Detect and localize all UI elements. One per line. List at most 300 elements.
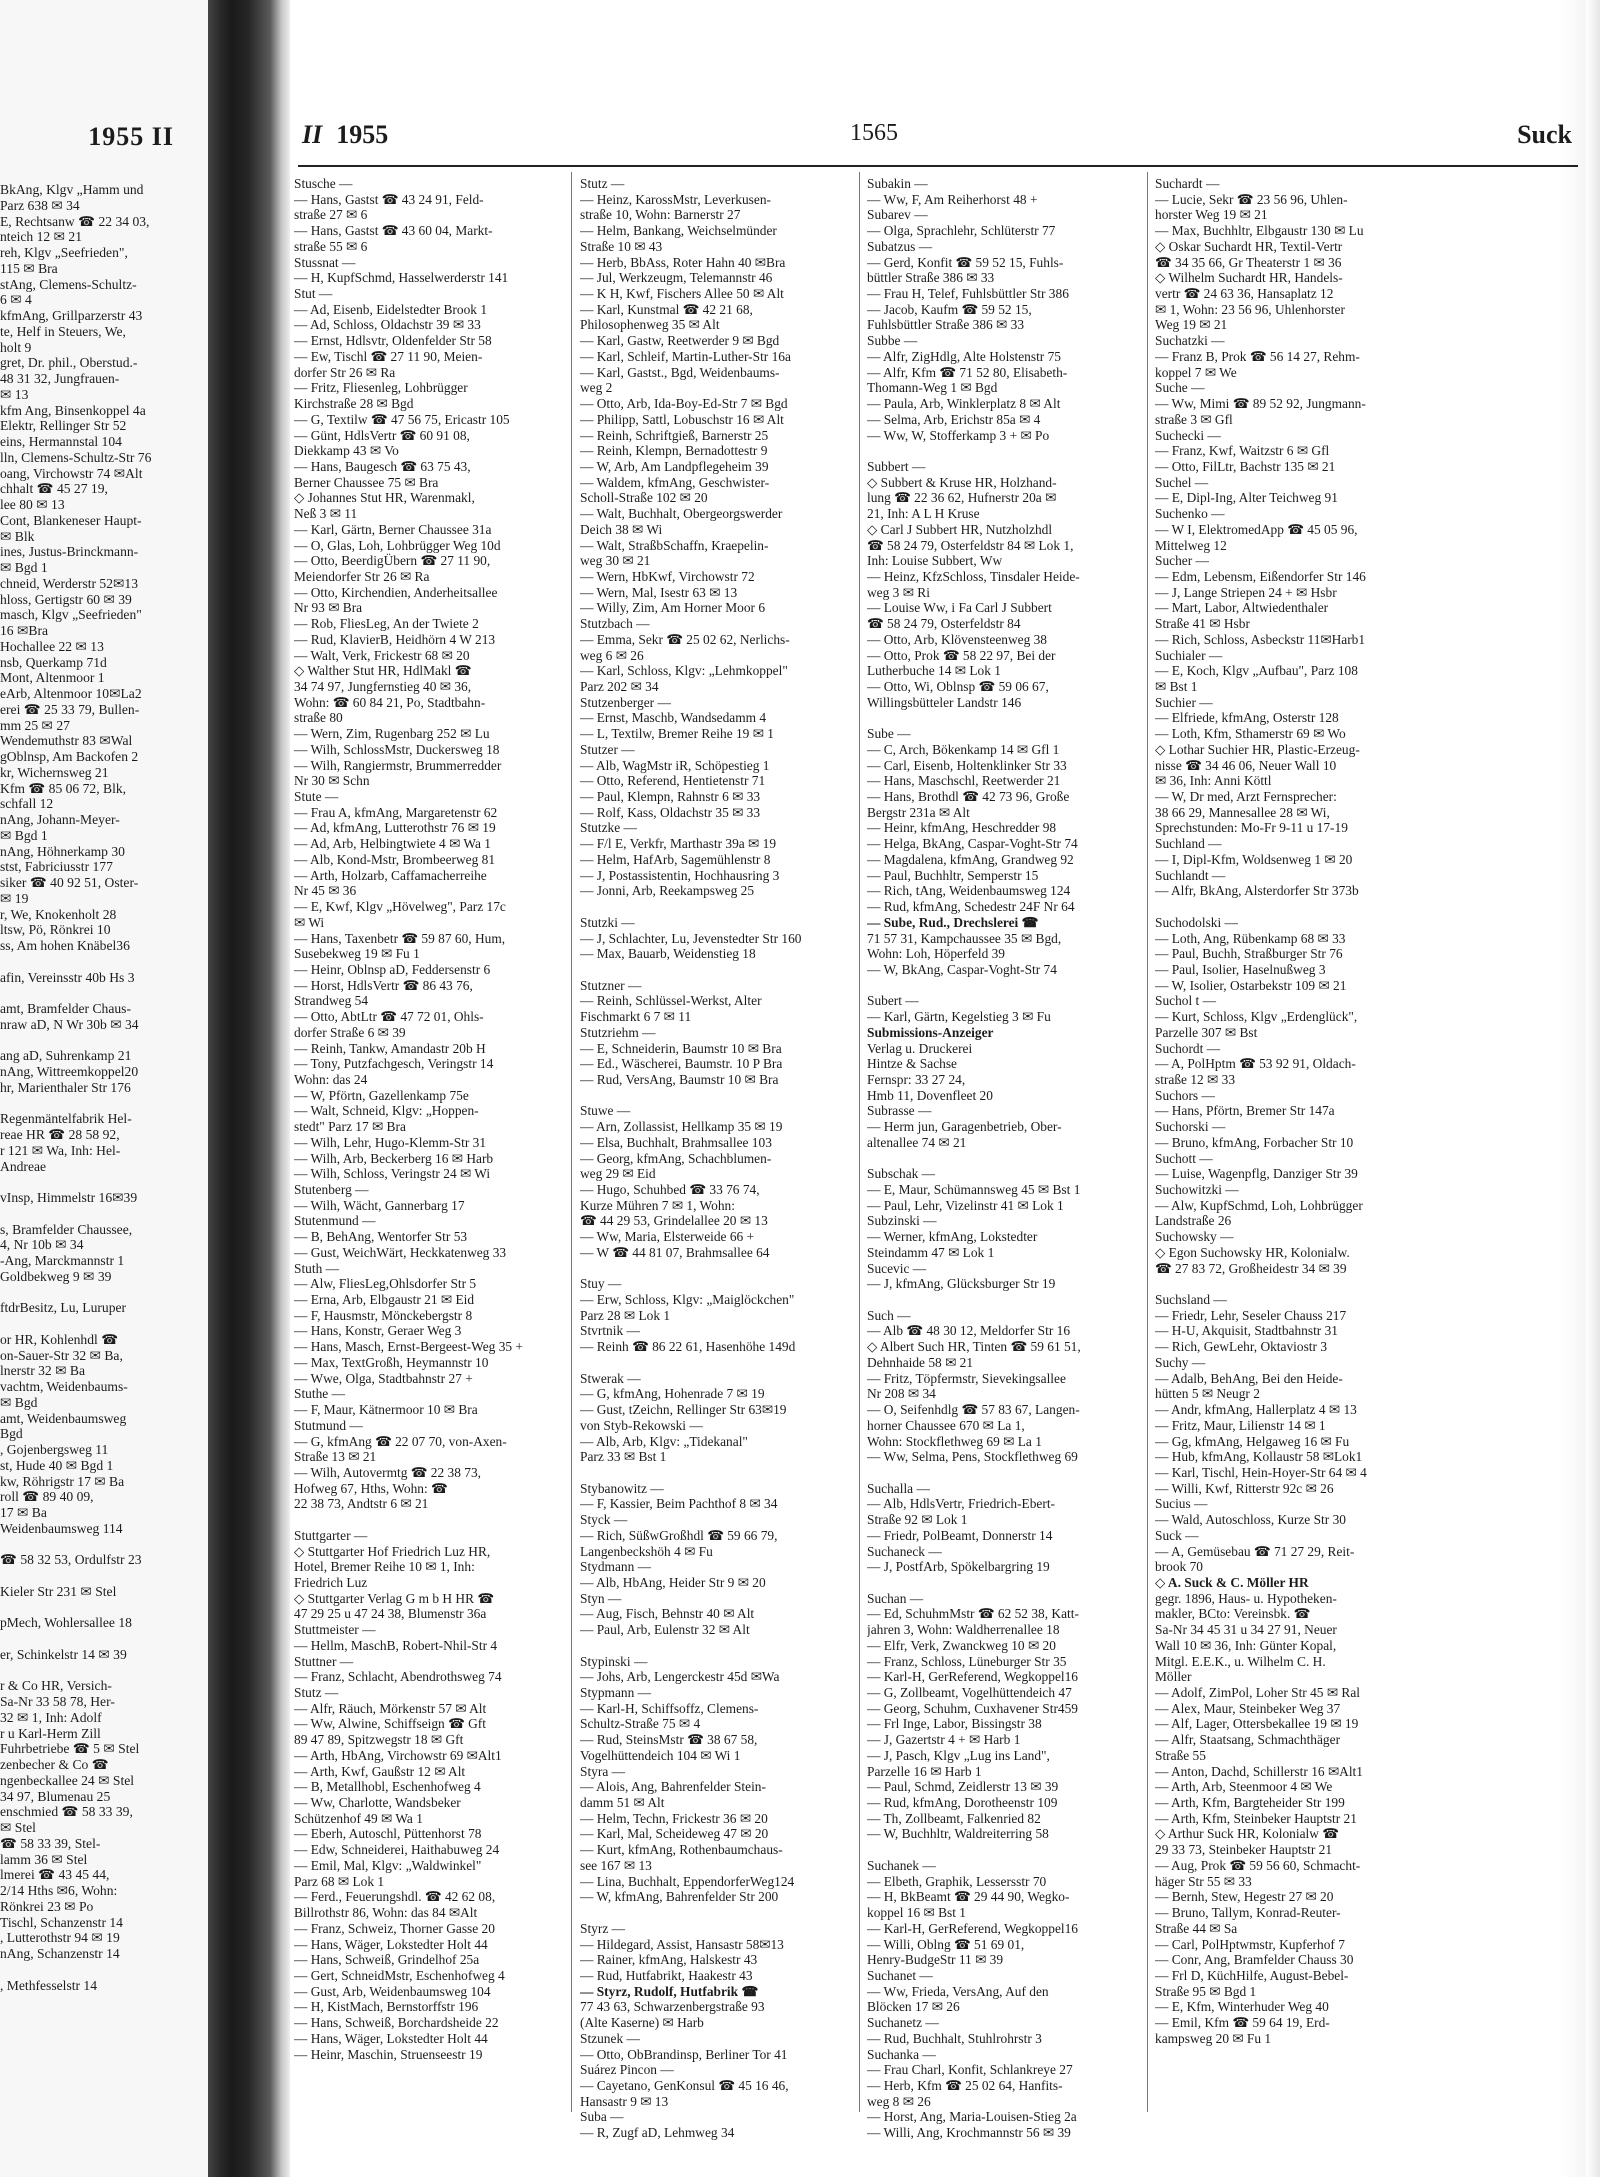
directory-entry-line: — Wilh, Arb, Beckerberg 16 ✉ Harb [294, 1150, 494, 1166]
directory-entry-line [0, 1631, 200, 1647]
directory-entry-line: — Wilh, Lehr, Hugo-Klemm-Str 31 [294, 1134, 487, 1150]
directory-column-1 [294, 176, 594, 2062]
directory-entry-line: Suchanek — [867, 1857, 936, 1873]
directory-entry-line: ✉ Stel [0, 1820, 36, 1835]
directory-entry-line: — Karl, Tischl, Hein-Hoyer-Str 64 ✉ 4 [1155, 1464, 1367, 1480]
directory-entry-line: — Reinh ☎ 86 22 61, Hasenhöhe 149d [580, 1339, 796, 1355]
right-page [290, 0, 1600, 2177]
directory-entry-line: — Hans, Wäger, Lokstedter Holt 44 [294, 1936, 488, 1952]
directory-entry-line: Suba — [580, 2109, 624, 2125]
directory-entry-line: — O, Glas, Loh, Lohbrügger Weg 10d [294, 537, 501, 553]
directory-entry-line: nAng, Wittreemkoppel20 [0, 1064, 139, 1079]
directory-entry-line: — H-U, Akquisit, Stadtbahnstr 31 [1155, 1323, 1339, 1339]
directory-entry-line: — Alb, HdlsVertr, Friedrich-Ebert- [867, 1496, 1056, 1512]
directory-entry-line: Elektr, Rellinger Str 52 [0, 418, 127, 434]
directory-entry-line: — Hildegard, Assist, Hansastr 58✉13 [580, 1936, 784, 1952]
directory-entry-line: — Tony, Putzfachgesch, Veringstr 14 [294, 1056, 494, 1072]
directory-entry-line: — Emil, Kfm ☎ 59 64 19, Erd- [1155, 2015, 1330, 2031]
directory-entry-line: — C, Arch, Bökenkamp 14 ✉ Gfl 1 [867, 741, 1060, 757]
directory-entry-line: — L, Textilw, Bremer Reihe 19 ✉ 1 [580, 726, 774, 742]
directory-entry-line: — Helm, Techn, Frickestr 36 ✉ 20 [580, 1810, 768, 1826]
directory-entry-line: Sucher — [1155, 553, 1209, 569]
directory-column-4 [1155, 176, 1575, 2047]
directory-entry-line: nraw aD, N Wr 30b ✉ 34 [0, 1016, 139, 1032]
directory-entry-line: Thomann-Weg 1 ✉ Bgd [867, 380, 998, 396]
directory-entry-line: — Karl, Gastst., Bgd, Weidenbaums- [580, 364, 780, 380]
directory-entry-line: Wohn: Stockflethweg 69 ✉ La 1 [867, 1433, 1042, 1449]
directory-entry-line: Rönkrei 23 ✉ Po [0, 1898, 94, 1914]
directory-entry-line: Stuttgarter — [294, 1527, 368, 1543]
directory-entry-line: — Karl, Schloss, Klgv: „Lehmkoppel" [580, 663, 788, 679]
directory-entry-line: weg 2 [580, 380, 613, 396]
directory-entry-line: ☎ 34 35 66, Gr Theaterstr 1 ✉ 36 [1155, 254, 1342, 270]
directory-entry-line: — W, Dr med, Arzt Fernsprecher: [1155, 789, 1337, 805]
directory-entry-line: hütten 5 ✉ Neugr 2 [1155, 1386, 1260, 1402]
directory-entry-line: -Ang, Marckmannstr 1 [0, 1253, 125, 1268]
directory-entry-line [867, 1151, 1167, 1167]
directory-entry-line: dorfer Straße 6 ✉ 39 [294, 1024, 406, 1040]
directory-entry-line: Straße 95 ✉ Bgd 1 [1155, 1983, 1257, 1999]
directory-entry-line: — Ew, Tischl ☎ 27 11 90, Meien- [294, 348, 483, 364]
directory-entry-line: Tischl, Schanzenstr 14 [0, 1914, 123, 1930]
directory-entry-line [580, 1905, 880, 1921]
directory-entry-line: 16 ✉Bra [0, 623, 49, 638]
directory-entry-line: koppel 16 ✉ Bst 1 [867, 1905, 967, 1921]
directory-entry-line: — Franz, Schlacht, Abendrothsweg 74 [294, 1669, 502, 1685]
directory-entry-line: Parz 202 ✉ 34 [580, 679, 659, 694]
directory-entry-line: — Ernst, Hdlsvtr, Oldenfelder Str 58 [294, 333, 492, 349]
directory-entry-line: — Rud, kfmAng, Dorotheenstr 109 [867, 1795, 1058, 1811]
directory-entry-line: — W, BkAng, Caspar-Voght-Str 74 [867, 961, 1057, 977]
directory-entry-line: Hintze & Sachse [867, 1056, 957, 1072]
directory-entry-line: Nr 30 ✉ Schn [294, 773, 370, 789]
directory-entry-line: Wendemuthstr 83 ✉Wal [0, 733, 133, 749]
directory-entry-line: lnerstr 32 ✉ Ba [0, 1363, 86, 1379]
directory-entry-line: Deich 38 ✉ Wi [580, 521, 663, 537]
directory-entry-line: Fuhlsbüttler Straße 386 ✉ 33 [867, 317, 1025, 333]
directory-entry-line: — Otto, Prok ☎ 58 22 97, Bei der [867, 647, 1056, 663]
directory-entry-line: — Franz, Schloss, Lüneburger Str 35 [867, 1653, 1067, 1669]
directory-entry-line: damm 51 ✉ Alt [580, 1795, 665, 1811]
directory-entry-line: — Magdalena, kfmAng, Grandweg 92 [867, 851, 1074, 867]
directory-entry-line: — Rud, KlavierB, Heidhörn 4 W 213 [294, 631, 496, 647]
directory-entry-line: — Otto, Arb, Ida-Boy-Ed-Str 7 ✉ Bgd [580, 396, 788, 412]
directory-entry-line: Straße 55 [1155, 1747, 1206, 1763]
directory-entry-line: — Carl, PolHptwmstr, Kupferhof 7 [1155, 1936, 1345, 1952]
directory-entry-line: ◇ Walther Stut HR, HdlMakl ☎ [294, 663, 472, 679]
directory-entry-line: kr, Wichernsweg 21 [0, 764, 109, 780]
directory-entry-line: Stutz — [580, 176, 625, 191]
directory-entry-line: brook 70 [1155, 1559, 1203, 1575]
directory-entry-line: — Elsa, Buchhalt, Brahmsallee 103 [580, 1134, 772, 1150]
directory-entry-line: Sa-Nr 34 45 31 u 34 27 91, Neuer [1155, 1622, 1337, 1638]
directory-entry-line: nAng, Höhnerkamp 30 [0, 843, 125, 859]
directory-entry-line: schfall 12 [0, 796, 54, 812]
directory-entry-line: — A, PolHptm ☎ 53 92 91, Oldach- [1155, 1056, 1356, 1072]
directory-entry-line [0, 1285, 200, 1301]
directory-entry-line: — Wwe, Olga, Stadtbahnstr 27 + [294, 1370, 473, 1386]
directory-entry-line: — Alex, Maur, Steinbeker Weg 37 [1155, 1700, 1341, 1716]
directory-entry-line: Nr 208 ✉ 34 [867, 1386, 936, 1402]
directory-entry-line: weg 3 ✉ Ri [867, 584, 930, 600]
directory-entry-line: — Reinh, Klempn, Bernadottestr 9 [580, 443, 768, 459]
directory-entry-line: — Jonni, Arb, Reekampsweg 25 [580, 883, 755, 899]
directory-entry-line: r, We, Knokenholt 28 [0, 906, 117, 922]
directory-entry-line: 77 43 63, Schwarzenbergstraße 93 [580, 1999, 765, 2015]
directory-entry-line: — Loth, Kfm, Sthamerstr 69 ✉ Wo [1155, 726, 1346, 742]
directory-entry-line: Cont, Blankeneser Haupt- [0, 512, 142, 528]
directory-entry-line: Stypmann — [580, 1685, 652, 1700]
directory-entry-line [0, 1537, 200, 1553]
directory-entry-line: eins, Hermannstal 104 [0, 434, 122, 449]
directory-entry-line: — Gust, Arb, Weidenbaumsweg 104 [294, 1983, 491, 1999]
directory-entry-line: — Ww, Selma, Pens, Stockflethweg 69 [867, 1449, 1078, 1465]
directory-entry-line: — Ww, F, Am Reiherhorst 48 + [867, 191, 1038, 207]
directory-entry-line: — Walt, Buchhalt, Obergeorgswerder [580, 506, 783, 522]
directory-entry-line: Goldbekweg 9 ✉ 39 [0, 1268, 112, 1284]
directory-entry-line: — Kurt, Schloss, Klgv „Erdenglück", [1155, 1009, 1358, 1025]
directory-entry-line: — Fritz, Töpfermstr, Sievekingsallee [867, 1370, 1066, 1386]
directory-entry-line: ✉ Bgd [0, 1394, 38, 1410]
directory-entry-line: ☎ 58 33 39, Stel- [0, 1835, 101, 1851]
directory-entry-line: Kieler Str 231 ✉ Stel [0, 1583, 117, 1599]
directory-entry-line: Willingsbütteler Landstr 146 [867, 694, 1022, 710]
directory-entry-line: — Rob, FliesLeg, An der Twiete 2 [294, 616, 479, 632]
directory-entry-line: — Hellm, MaschB, Robert-Nhil-Str 4 [294, 1637, 498, 1653]
directory-entry-line: — Friedr, PolBeamt, Donnerstr 14 [867, 1527, 1053, 1543]
directory-entry-line: häger Str 55 ✉ 33 [1155, 1873, 1252, 1889]
directory-entry-line: — Ad, kfmAng, Lutterothstr 76 ✉ 19 [294, 820, 496, 836]
directory-entry-line: ◇ Subbert & Kruse HR, Holzhand- [867, 474, 1057, 490]
directory-entry-line: straße 12 ✉ 33 [1155, 1071, 1236, 1087]
directory-entry-line: Suck — [1155, 1527, 1199, 1543]
directory-entry-line: — Reinh, Schlüssel-Werkst, Alter [580, 993, 762, 1009]
directory-entry-line: ◇ Johannes Stut HR, Warenmakl, [294, 490, 475, 506]
left-page-fragment [0, 0, 208, 2177]
directory-entry-line [0, 1033, 200, 1049]
directory-entry-line: — B, BehAng, Wentorfer Str 53 [294, 1229, 468, 1245]
directory-entry-line: ✉ Wi [294, 914, 325, 930]
directory-entry-line: — Aug, Fisch, Behnstr 40 ✉ Alt [580, 1606, 755, 1622]
directory-entry-line: — Alois, Ang, Bahrenfelder Stein- [580, 1779, 766, 1795]
directory-entry-line: büttler Straße 386 ✉ 33 [867, 270, 995, 286]
directory-entry-line: 48 31 32, Jungfrauen- [0, 371, 120, 386]
directory-entry-line: kw, Röhrigstr 17 ✉ Ba [0, 1473, 125, 1489]
directory-entry-line: Vogelhüttendeich 104 ✉ Wi 1 [580, 1747, 741, 1763]
directory-entry-line: Styrz — [580, 1920, 626, 1936]
directory-entry-line: — Alfr, BkAng, Alsterdorfer Str 373b [1155, 883, 1359, 899]
directory-entry-line: — Ww, Alwine, Schiffseign ☎ Gft [294, 1716, 486, 1732]
directory-entry-line: — H, KistMach, Bernstorffstr 196 [294, 1999, 479, 2015]
directory-entry-line: — Otto, Arb, Klövensteenweg 38 [867, 631, 1048, 647]
directory-entry-line: — Gerd, Konfit ☎ 59 52 15, Fuhls- [867, 254, 1064, 270]
directory-entry-line: Wohn: ☎ 60 84 21, Po, Stadtbahn- [294, 694, 486, 710]
directory-entry-line: horner Chaussee 670 ✉ La 1, [867, 1417, 1025, 1433]
directory-entry-line: ☎ 58 32 53, Ordulfstr 23 [0, 1552, 142, 1568]
directory-entry-line: 115 ✉ Bra [0, 260, 58, 276]
directory-entry-line: — Herm jun, Garagenbetrieb, Ober- [867, 1119, 1062, 1135]
directory-entry-line: — Louise Ww, i Fa Carl J Subbert [867, 600, 1052, 616]
directory-entry-line: amt, Bramfelder Chaus- [0, 1001, 131, 1016]
directory-entry-line: Stwerak — [580, 1370, 641, 1386]
directory-entry-line: — Emma, Sekr ☎ 25 02 62, Nerlichs- [580, 631, 790, 647]
directory-entry-line: — E, Kfm, Winterhuder Weg 40 [1155, 1999, 1329, 2015]
directory-column-3 [867, 176, 1167, 2141]
directory-entry-line: — Johs, Arb, Lengerckestr 45d ✉Wa [580, 1669, 780, 1685]
directory-entry-line: reh, Klgv „Seefrieden", [0, 245, 128, 260]
directory-entry-line: Straße 44 ✉ Sa [1155, 1920, 1238, 1936]
directory-entry-line: straße 27 ✉ 6 [294, 207, 368, 223]
directory-entry-line: Stutenberg — [294, 1182, 369, 1197]
directory-entry-line: — Cayetano, GenKonsul ☎ 45 16 46, [580, 2077, 789, 2093]
directory-entry-line: — Aug, Prok ☎ 59 56 60, Schmacht- [1155, 1857, 1361, 1873]
directory-entry-line: Sucius — [1155, 1496, 1208, 1512]
directory-entry-line: Inh: Louise Subbert, Ww [867, 553, 1003, 569]
directory-entry-line: ang aD, Suhrenkamp 21 [0, 1048, 132, 1064]
directory-entry-line: E, Rechtsanw ☎ 22 34 03, [0, 213, 150, 229]
directory-entry-line: gret, Dr. phil., Oberstud.- [0, 355, 138, 371]
directory-entry-line: — Karl-H, Schiffsoffz, Clemens- [580, 1700, 759, 1716]
directory-entry-line: — Max, TextGroßh, Heymannstr 10 [294, 1354, 489, 1370]
directory-entry-line: — Wilh, Wächt, Gannerbarg 17 [294, 1197, 465, 1213]
directory-entry-line: Schützenhof 49 ✉ Wa 1 [294, 1810, 423, 1826]
directory-entry-line: — Otto, Wi, Oblnsp ☎ 59 06 67, [867, 679, 1049, 694]
directory-entry-line: — Frl D, KüchHilfe, August-Bebel- [1155, 1967, 1349, 1983]
directory-entry-line: pMech, Wohlersallee 18 [0, 1615, 132, 1631]
directory-entry-line [294, 1512, 594, 1528]
directory-entry-line: — Elbeth, Graphik, Lessersstr 70 [867, 1873, 1047, 1889]
directory-entry-line: — Arth, Holzarb, Caffamacherreihe [294, 867, 487, 883]
directory-entry-line: — Max, Bauarb, Weidenstieg 18 [580, 946, 756, 962]
directory-entry-line: — J, PostfArb, Spökelbargring 19 [867, 1559, 1050, 1575]
directory-entry-line: Hotel, Bremer Reihe 10 ✉ 1, Inh: [294, 1559, 475, 1575]
directory-entry-line: — Otto, Referend, Hentietenstr 71 [580, 773, 766, 789]
directory-entry-line: Weidenbaumsweg 114 [0, 1520, 123, 1536]
directory-entry-line: — Luise, Wagenpflg, Danziger Str 39 [1155, 1166, 1358, 1182]
directory-entry-line [867, 1465, 1167, 1481]
directory-entry-line: ✉ 1, Wohn: 23 56 96, Uhlenhorster [1155, 301, 1345, 317]
directory-entry-line: chneid, Werderstr 52✉13 [0, 575, 139, 591]
directory-entry-line: — Heinz, KarossMstr, Leverkusen- [580, 191, 771, 207]
directory-entry-line: — Ww, Frieda, VersAng, Auf den [867, 1983, 1049, 1999]
directory-entry-line: — Conr, Ang, Bramfelder Chauss 30 [1155, 1952, 1354, 1968]
directory-entry-line: — Franz, Schweiz, Thorner Gasse 20 [294, 1920, 495, 1936]
directory-entry-line: — Alfr, Räuch, Mörkenstr 57 ✉ Alt [294, 1700, 487, 1716]
directory-entry-line: — Jacob, Kaufm ☎ 59 52 15, [867, 301, 1032, 317]
directory-entry-line: — W, Pförtn, Gazellenkamp 75e [294, 1087, 469, 1103]
directory-entry-line: Suchland — [1155, 836, 1222, 852]
directory-entry-line: — Rud, kfmAng, Schedestr 24F Nr 64 [867, 899, 1075, 915]
header-left [302, 120, 388, 150]
directory-entry-line: — Alf, Lager, Ottersbekallee 19 ✉ 19 [1155, 1716, 1359, 1732]
directory-entry-line: koppel 7 ✉ We [1155, 364, 1237, 380]
directory-entry-line: nisse ☎ 34 46 06, Neuer Wall 10 [1155, 757, 1337, 773]
directory-entry-line: 32 ✉ 1, Inh: Adolf [0, 1709, 102, 1725]
directory-entry-line: , Gojenbergsweg 11 [0, 1442, 109, 1457]
directory-entry-line: — Rud, Hutfabrikt, Haakestr 43 [580, 1967, 753, 1983]
directory-entry-line: — Paul, Klempn, Rahnstr 6 ✉ 33 [580, 789, 761, 805]
directory-entry-line: Regenmäntelfabrik Hel- [0, 1111, 132, 1127]
directory-entry-line: Suchodolski — [1155, 914, 1238, 930]
directory-entry-line: — Hans, Maschschl, Reetwerder 21 [867, 773, 1061, 789]
directory-entry-line: masch, Klgv „Seefrieden" [0, 607, 142, 623]
directory-entry-line: — Hans, Schweiß, Borchardsheide 22 [294, 2015, 499, 2031]
directory-entry-line: afin, Vereinsstr 40b Hs 3 [0, 969, 135, 985]
directory-entry-line: Andreae [0, 1158, 47, 1174]
directory-entry-line: Stutzner — [580, 977, 642, 993]
directory-entry-line: Kurze Mühren 7 ✉ 1, Wohn: [580, 1197, 735, 1213]
directory-entry-line: ss, Am hohen Knäbel36 [0, 938, 130, 953]
directory-entry-line: nAng, Schanzenstr 14 [0, 1946, 120, 1961]
directory-entry-line: — W, Isolier, Ostarbekstr 109 ✉ 21 [1155, 977, 1347, 993]
directory-entry-line: — Gust, tZeichn, Rellinger Str 63✉19 [580, 1402, 787, 1418]
directory-entry-line: ✉ 36, Inh: Anni Köttl [1155, 773, 1272, 789]
directory-entry-line: dorfer Str 26 ✉ Ra [294, 364, 396, 380]
directory-entry-line: — Alw, FliesLeg,Ohlsdorfer Str 5 [294, 1276, 477, 1292]
directory-entry-line: Suchier — [1155, 694, 1213, 710]
directory-entry-line: — Rud, VersAng, Baumstr 10 ✉ Bra [580, 1071, 779, 1087]
directory-entry-line: r & Co HR, Versich- [0, 1678, 112, 1694]
directory-entry-line: — Alfr, ZigHdlg, Alte Holstenstr 75 [867, 348, 1061, 364]
page-header [302, 120, 1572, 160]
directory-entry-line: lln, Clemens-Schultz-Str 76 [0, 449, 152, 465]
directory-entry-line: Subatzus — [867, 238, 933, 254]
directory-entry-line: — Adalb, BehAng, Bei den Heide- [1155, 1370, 1343, 1386]
directory-entry-line: erei ☎ 25 33 79, Bullen- [0, 701, 140, 717]
directory-entry-line: — Ad, Schloss, Oldachstr 39 ✉ 33 [294, 317, 481, 333]
directory-entry-line: — Ferd., Feuerungshdl. ☎ 42 62 08, [294, 1889, 496, 1905]
directory-entry-line: — H, BkBeamt ☎ 29 44 90, Wegko- [867, 1889, 1070, 1905]
directory-entry-line: (Alte Kaserne) ✉ Harb [580, 2015, 704, 2031]
directory-entry-line: Submissions-Anzeiger [867, 1024, 994, 1040]
directory-entry-line: ◇ Egon Suchowsky HR, Kolonialw. [1155, 1244, 1350, 1260]
directory-entry-line: — Willi, Kwf, Ritterstr 92c ✉ 26 [1155, 1480, 1334, 1496]
directory-entry-line: Such — [867, 1307, 911, 1323]
directory-entry-line: — Paula, Arb, Winklerplatz 8 ✉ Alt [867, 396, 1061, 412]
directory-entry-line: Suchott — [1155, 1150, 1213, 1166]
directory-entry-line: ✉ 19 [0, 890, 29, 906]
directory-entry-line [867, 1292, 1167, 1308]
directory-entry-line: ines, Justus-Brinckmann- [0, 544, 139, 560]
directory-entry-line: — Fritz, Fliesenleg, Lohbrügger [294, 380, 468, 396]
directory-entry-line: — Willi, Ang, Krochmannstr 56 ✉ 39 [867, 2125, 1071, 2141]
directory-entry-line: r 121 ✉ Wa, Inh: Hel- [0, 1142, 121, 1158]
directory-entry-line: Subert — [867, 993, 919, 1009]
directory-entry-line: Suárez Pincon — [580, 2062, 674, 2078]
directory-entry-line: — Rud, SteinsMstr ☎ 38 67 58, [580, 1732, 758, 1748]
directory-entry-line: — Alb, Arb, Klgv: „Tidekanal" [580, 1433, 748, 1449]
directory-entry-line: — Wern, Mal, Isestr 63 ✉ 13 [580, 584, 738, 600]
directory-entry-line: weg 8 ✉ 26 [867, 2093, 931, 2109]
directory-entry-line: — Rainer, kfmAng, Halskestr 43 [580, 1952, 758, 1968]
directory-entry-line: altenallee 74 ✉ 21 [867, 1134, 967, 1150]
directory-entry-line: horster Weg 19 ✉ 21 [1155, 207, 1268, 223]
directory-entry-line: Parzelle 307 ✉ Bst [1155, 1024, 1258, 1040]
directory-entry-line: stAng, Clemens-Schultz- [0, 276, 137, 292]
directory-entry-line [0, 1174, 200, 1190]
directory-entry-line: Hochallee 22 ✉ 13 [0, 638, 104, 654]
directory-entry-line: — Otto, FilLtr, Bachstr 135 ✉ 21 [1155, 458, 1336, 474]
directory-entry-line: — Helga, BkAng, Caspar-Voght-Str 74 [867, 836, 1078, 852]
directory-entry-line: — Karl, Kunstmal ☎ 42 21 68, [580, 301, 753, 317]
directory-entry-line: ✉ Blk [0, 528, 35, 544]
directory-entry-line: Stute — [294, 789, 339, 805]
directory-entry-line: — G, Zollbeamt, Vogelhüttendeich 47 [867, 1685, 1072, 1700]
directory-entry-line: ◇ Stuttgarter Verlag G m b H HR ☎ [294, 1590, 495, 1606]
directory-entry-line: — Arn, Zollassist, Hellkamp 35 ✉ 19 [580, 1119, 783, 1135]
directory-entry-line: Styck — [580, 1512, 628, 1528]
directory-entry-line: Steindamm 47 ✉ Lok 1 [867, 1244, 995, 1260]
directory-entry-line: Stuy — [580, 1276, 622, 1292]
directory-entry-line: — Helm, HafArb, Sagemühlenstr 8 [580, 851, 771, 867]
directory-entry-line: — Karl, Gastw, Reetwerder 9 ✉ Bgd [580, 333, 780, 349]
directory-entry-line: Suchaneck — [867, 1543, 942, 1559]
directory-entry-line: — Frau Charl, Konfit, Schlankreye 27 [867, 2062, 1073, 2078]
directory-entry-line: — Bernh, Stew, Hegestr 27 ✉ 20 [1155, 1889, 1334, 1905]
directory-entry-line: Mitgl. E.E.K., u. Wilhelm C. H. [1155, 1653, 1326, 1669]
directory-entry-line: Straße 13 ✉ 21 [294, 1449, 377, 1465]
directory-entry-line: — Loth, Ang, Rübenkamp 68 ✉ 33 [1155, 930, 1346, 946]
directory-entry-line: Suchenko — [1155, 506, 1225, 522]
directory-entry-line: Subakin — [867, 176, 928, 191]
directory-entry-line: eArb, Altenmoor 10✉La2 [0, 686, 142, 701]
directory-entry-line: nteich 12 ✉ 21 [0, 229, 82, 245]
directory-entry-line: — Alb, Kond-Mstr, Brombeerweg 81 [294, 851, 496, 867]
directory-entry-line: Henry-BudgeStr 11 ✉ 39 [867, 1952, 1004, 1968]
directory-entry-line: Stusche — [294, 176, 353, 191]
directory-entry-line: Stydmann — [580, 1559, 652, 1575]
directory-entry-line: Suchatzki — [1155, 333, 1225, 349]
directory-entry-line: — Karl, Mal, Scheideweg 47 ✉ 20 [580, 1826, 769, 1842]
directory-entry-line: — Franz, Kwf, Waitzstr 6 ✉ Gfl [1155, 443, 1330, 459]
running-head-word: Suck [1517, 120, 1572, 149]
directory-entry-line [580, 1465, 880, 1481]
directory-entry-line: Suche — [1155, 380, 1205, 396]
directory-entry-line: hr, Marienthaler Str 176 [0, 1079, 131, 1095]
directory-entry-line: vertr ☎ 24 63 36, Hansaplatz 12 [1155, 286, 1334, 302]
directory-entry-line: 4, Nr 10b ✉ 34 [0, 1237, 84, 1253]
directory-entry-line: Landstraße 26 [1155, 1213, 1232, 1229]
directory-entry-line: — Reinh, Tankw, Amandastr 20b H [294, 1040, 486, 1056]
directory-entry-line: — Arth, Kwf, Gaußstr 12 ✉ Alt [294, 1763, 466, 1779]
directory-entry-line: Diekkamp 43 ✉ Vo [294, 443, 399, 459]
header-rule [298, 165, 1578, 167]
directory-entry-line: r u Karl-Herm Zill [0, 1725, 101, 1741]
directory-entry-line: Straße 92 ✉ Lok 1 [867, 1512, 968, 1528]
directory-entry-line: Suchecki — [1155, 427, 1221, 443]
directory-entry-line: — E, Kwf, Klgv „Hövelweg", Parz 17c [294, 899, 506, 915]
directory-entry-line: — Ww, W, Stofferkamp 3 + ✉ Po [867, 427, 1050, 443]
directory-entry-line [867, 1842, 1167, 1858]
header-year: 1955 [336, 120, 389, 149]
directory-entry-line: — Adolf, ZimPol, Loher Str 45 ✉ Ral [1155, 1685, 1361, 1700]
directory-entry-line: — Paul, Schmd, Zeidlerstr 13 ✉ 39 [867, 1779, 1059, 1795]
directory-entry-line: — Mart, Labor, Altwiedenthaler [1155, 600, 1329, 616]
directory-entry-line: — Paul, Buchh, Straßburger Str 76 [1155, 946, 1343, 962]
directory-entry-line: — Ww, Mimi ☎ 89 52 92, Jungmann- [1155, 396, 1366, 412]
directory-entry-line: — Emil, Mal, Klgv: „Waldwinkel" [294, 1857, 482, 1873]
directory-entry-line: — Olga, Sprachlehr, Schlüterstr 77 [867, 223, 1056, 239]
directory-entry-line [580, 899, 880, 915]
directory-entry-line: — Hub, kfmAng, Kollaustr 58 ✉Lok1 [1155, 1449, 1363, 1465]
directory-entry-line: oang, Virchowstr 74 ✉Alt [0, 465, 143, 481]
directory-entry-line: — Bruno, Tallym, Konrad-Reuter- [1155, 1905, 1341, 1921]
directory-entry-line: — E, Koch, Klgv „Aufbau", Parz 108 [1155, 663, 1358, 679]
directory-entry-line: Subbe — [867, 333, 918, 349]
directory-entry-line: ◇ A. Suck & C. Möller HR [1155, 1574, 1309, 1590]
directory-entry-line: st, Hude 40 ✉ Bgd 1 [0, 1457, 114, 1473]
directory-entry-line: reae HR ☎ 28 58 92, [0, 1127, 120, 1142]
